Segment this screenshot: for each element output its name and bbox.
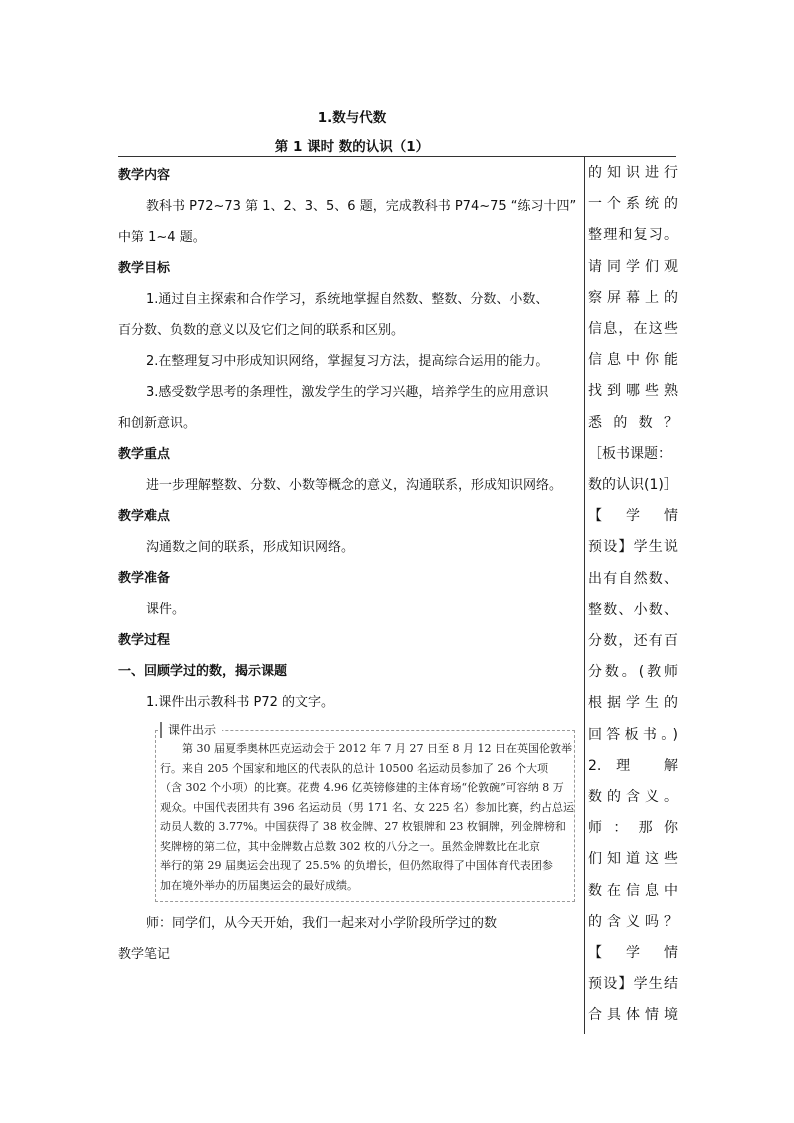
courseware-line: 第 30 届夏季奥林匹克运动会于 2012 年 7 月 27 日至 8 月 12 日在英国伦敦举: [160, 742, 572, 755]
courseware-line: 行。来自 205 个国家和地区的代表队的总计 10500 名运动员参加了 26 个大项: [160, 761, 548, 775]
sidebar-line: 整理和复习。: [588, 227, 678, 244]
sidebar-line: 【 学 情: [588, 945, 678, 961]
goal1-line1: 1.通过自主探索和合作学习，系统地掌握自然数、整数、分数、小数、: [146, 292, 549, 307]
goal3-line1: 3.感受数学思考的条理性，激发学生的学习兴趣，培养学生的应用意识: [146, 385, 549, 400]
sidebar-line: 数在信息中: [588, 882, 678, 899]
difficulty-heading: 教学难点: [118, 509, 171, 524]
key-text: 进一步理解整数、分数、小数等概念的意义，沟通联系，形成知识网络。: [146, 478, 563, 493]
sidebar-line: 师：那你: [588, 820, 678, 837]
sidebar-line: 数的认识(1)］: [588, 477, 678, 493]
column-divider: [584, 156, 585, 1034]
sidebar-line: 分数，还有百: [588, 633, 678, 649]
courseware-line: 动员人数的 3.77%。中国获得了 38 枚金牌、27 枚银牌和 23 枚铜牌，列金牌榜和: [160, 820, 566, 833]
sidebar-line: 的知识进行: [588, 165, 678, 181]
sidebar-line: 回答板书。): [588, 726, 678, 743]
goal2: 2.在整理复习中形成知识网络，掌握复习方法，提高综合运用的能力。: [146, 354, 549, 369]
sidebar-line: 分数。(教师: [588, 664, 678, 681]
table-top-rule: [118, 156, 676, 157]
unit-title: 1.数与代数: [317, 110, 387, 126]
sidebar-line: 2.理 解: [588, 757, 678, 774]
sidebar-line: 根据学生的: [588, 695, 678, 712]
courseware-line: 举行的第 29 届奥运会出现了 25.5% 的负增长，但仍然取得了中国体育代表团参: [160, 859, 553, 872]
sidebar-line: 【 学 情: [588, 508, 678, 525]
goal1-line2: 百分数、负数的意义以及它们之间的联系和区别。: [118, 323, 405, 338]
prep-text: 课件。: [146, 602, 186, 617]
content-heading: 教学内容: [118, 168, 171, 183]
sidebar-line: 找到哪些熟: [588, 383, 678, 400]
sidebar-line: 们知道这些: [588, 851, 678, 868]
sidebar-line: 预设】学生说: [588, 539, 678, 556]
courseware-line: 加在境外举办的历届奥运会的最好成绩。: [160, 878, 358, 892]
courseware-line: 观众。中国代表团共有 396 名运动员（男 171 名、女 225 名）参加比赛，约占总运: [160, 800, 574, 814]
sidebar-line: 察屏幕上的: [588, 289, 678, 306]
teacher-line: 师：同学们，从今天开始，我们一起来对小学阶段所学过的数: [146, 916, 498, 931]
courseware-line: 奖牌榜的第二位，其中金牌数占总数 302 枚的八分之一。虽然金牌数比在北京: [160, 839, 540, 853]
sidebar-line: 的含义吗？: [588, 913, 678, 930]
content-text-line1: 教科书 P72~73 第 1、2、3、5、6 题，完成教科书 P74~75 “练习十四”: [146, 199, 577, 214]
sidebar-line: 预设】学生结: [588, 976, 678, 993]
key-heading: 教学重点: [118, 447, 171, 462]
process-heading: 教学过程: [118, 633, 171, 648]
sidebar-line: 悉 的 数 ？: [588, 414, 678, 431]
sidebar-line: 整数、小数、: [588, 601, 678, 618]
step1-text: 1.课件出示教科书 P72 的文字。: [146, 695, 335, 710]
courseware-tab-label: 课件出示: [160, 722, 222, 738]
courseware-line: （含 302 个小项）的比赛。花费 4.96 亿英镑修建的主体育场“伦敦碗”可容纳 8 万: [160, 781, 564, 794]
sidebar-line: 信息中你能: [588, 352, 678, 369]
sidebar-line: 数的含义。: [588, 789, 678, 805]
sidebar-line: 一个系统的: [588, 196, 678, 213]
sidebar-line: 请同学们观: [588, 258, 678, 275]
content-text-line2: 中第 1~4 题。: [118, 230, 206, 245]
lesson-title: 第 1 课时 数的认识（1）: [274, 139, 430, 155]
sidebar-line: ［板书课题：: [588, 445, 672, 462]
sidebar-line: 合具体情境: [588, 1007, 678, 1024]
goals-heading: 教学目标: [118, 261, 171, 276]
difficulty-text: 沟通数之间的联系，形成知识网络。: [146, 540, 355, 555]
notes-label: 教学笔记: [118, 947, 171, 962]
prep-heading: 教学准备: [118, 571, 171, 586]
sidebar-line: 信息，在这些: [588, 321, 678, 337]
sidebar-line: 出有自然数、: [588, 570, 678, 587]
goal3-line2: 和创新意识。: [118, 416, 197, 431]
section1-heading: 一、回顾学过的数，揭示课题: [118, 664, 288, 679]
